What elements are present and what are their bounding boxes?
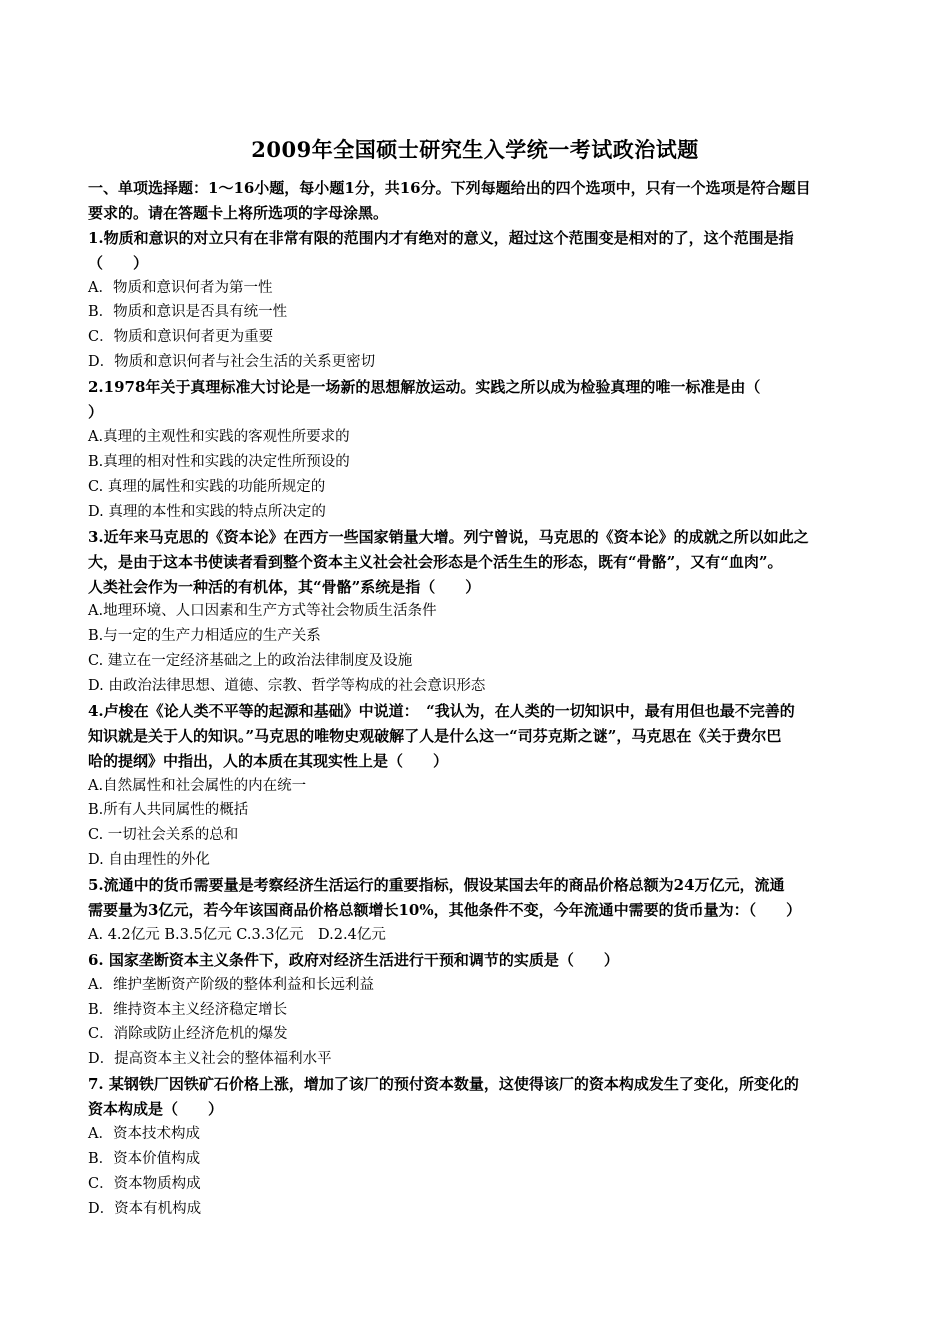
- question-7-option-d: D．资本有机构成: [88, 1201, 202, 1217]
- question-1-option-a: A．物质和意识何者为第一性: [88, 280, 273, 296]
- question-7-option-c: C．资本物质构成: [88, 1176, 201, 1192]
- question-4-stem-line-1: 4.卢梭在《论人类不平等的起源和基础》中说道： “我认为，在人类的一切知识中，最有用但也最不完善的: [88, 702, 795, 720]
- question-7-stem-line-1: 7. 某钢铁厂因铁矿石价格上涨，增加了该厂的预付资本数量，这使得该厂的资本构成发生了变化，所变化的: [88, 1075, 799, 1093]
- question-3-option-a: A.地理环境、人口因素和生产方式等社会物质生活条件: [88, 603, 437, 619]
- page-title: 2009年全国硕士研究生入学统一考试政治试题: [251, 137, 699, 162]
- question-6-option-a: A．维护垄断资产阶级的整体利益和长远利益: [88, 977, 374, 993]
- question-2-option-d: D. 真理的本性和实践的特点所决定的: [88, 504, 326, 520]
- question-6-stem-line-1: 6. 国家垄断资本主义条件下，政府对经济生活进行干预和调节的实质是（ ）: [88, 951, 619, 969]
- question-1-option-b: B．物质和意识是否具有统一性: [88, 304, 288, 320]
- question-2-stem-line-1: 2.1978年关于真理标准大讨论是一场新的思想解放运动。实践之所以成为检验真理的唯一标准是由（: [88, 378, 761, 396]
- question-2-option-a: A.真理的主观性和实践的客观性所要求的: [88, 429, 350, 445]
- question-5-options: A. 4.2亿元 B.3.5亿元 C.3.3亿元 D.2.4亿元: [88, 927, 386, 943]
- question-4-option-c: C. 一切社会关系的总和: [88, 827, 239, 843]
- question-7-option-a: A．资本技术构成: [88, 1126, 200, 1142]
- question-1-stem-line-2: （ ）: [88, 254, 149, 272]
- question-1-option-c: C．物质和意识何者更为重要: [88, 329, 274, 345]
- question-2-stem-line-2: ）: [88, 403, 104, 421]
- question-2-option-c: C. 真理的属性和实践的功能所规定的: [88, 479, 326, 495]
- question-6-option-b: B．维持资本主义经济稳定增长: [88, 1002, 288, 1018]
- question-4-option-b: B.所有人共同属性的概括: [88, 802, 249, 818]
- question-6-option-d: D．提高资本主义社会的整体福利水平: [88, 1051, 332, 1067]
- question-5-stem-line-1: 5.流通中的货币需要量是考察经济生活运行的重要指标，假设某国去年的商品价格总额为24万亿元，流通: [88, 876, 785, 894]
- question-6-option-c: C．消除或防止经济危机的爆发: [88, 1026, 288, 1042]
- question-3-option-c: C. 建立在一定经济基础之上的政治法律制度及设施: [88, 653, 413, 669]
- question-7-stem-line-2: 资本构成是（ ）: [88, 1100, 224, 1118]
- question-1-option-d: D．物质和意识何者与社会生活的关系更密切: [88, 354, 376, 370]
- question-3-stem-line-3: 人类社会作为一种活的有机体，其“骨骼”系统是指（ ）: [88, 578, 481, 596]
- question-7-option-b: B．资本价值构成: [88, 1151, 201, 1167]
- question-4-option-a: A.自然属性和社会属性的内在统一: [88, 778, 307, 794]
- question-3-option-d: D. 由政治法律思想、道德、宗教、哲学等构成的社会意识形态: [88, 678, 486, 694]
- question-2-option-b: B.真理的相对性和实践的决定性所预设的: [88, 454, 350, 470]
- question-5-stem-line-2: 需要量为3亿元，若今年该国商品价格总额增长10%，其他条件不变，今年流通中需要的货币量为：（ ）: [88, 901, 802, 919]
- question-4-option-d: D. 自由理性的外化: [88, 852, 210, 868]
- question-4-stem-line-3: 哈的提纲》中指出，人的本质在其现实性上是（ ）: [88, 752, 449, 770]
- section-instructions-line-2: 要求的。请在答题卡上将所选项的字母涂黑。: [88, 204, 389, 222]
- question-1-stem-line-1: 1.物质和意识的对立只有在非常有限的范围内才有绝对的意义，超过这个范围变是相对的了，这个范围是指: [88, 229, 794, 247]
- question-3-stem-line-2: 大，是由于这本书使读者看到整个资本主义社会社会形态是个活生生的形态，既有“骨骼”，又有“血肉”。: [88, 553, 783, 571]
- section-instructions-line-1: 一、单项选择题：1～16小题，每小题1分，共16分。下列每题给出的四个选项中，只有一个选项是符合题目: [88, 179, 811, 197]
- question-3-option-b: B.与一定的生产力相适应的生产关系: [88, 628, 321, 644]
- question-3-stem-line-1: 3.近年来马克思的《资本论》在西方一些国家销量大增。列宁曾说，马克思的《资本论》的成就之所以如此之: [88, 528, 809, 546]
- question-4-stem-line-2: 知识就是关于人的知识。”马克思的唯物史观破解了人是什么这一“司芬克斯之谜”，马克思在《关于费尔巴: [88, 727, 782, 745]
